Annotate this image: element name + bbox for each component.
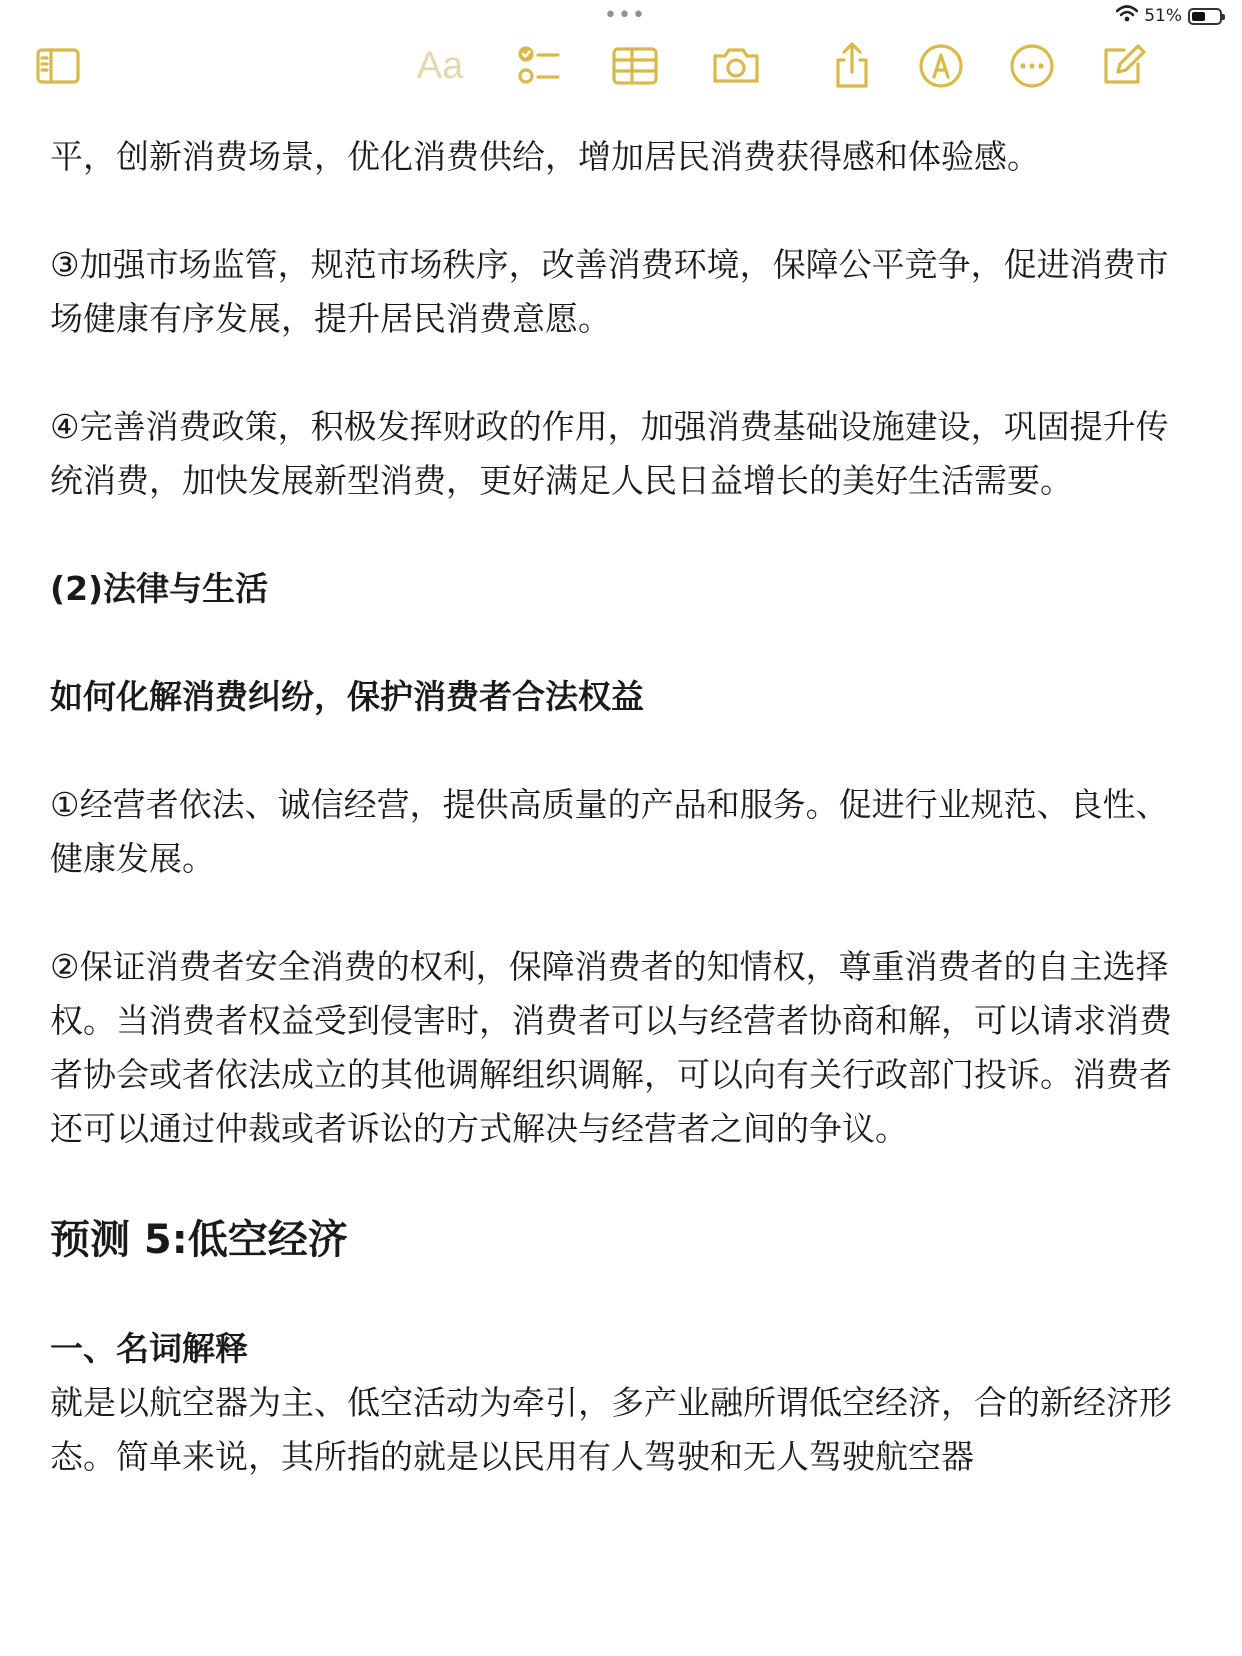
wifi-icon <box>1116 5 1138 27</box>
note-body[interactable] <box>50 130 1200 1484</box>
battery-percent: 51% <box>1144 6 1182 26</box>
paragraph-consumption-policy: ④完善消费政策，积极发挥财政的作用，加强消费基础设施建设，巩固提升传统消费，加快发展新型消费，更好满足人民日益增长的美好生活需要。 <box>50 407 1169 500</box>
paragraph-market-supervision: ③加强市场监管，规范市场秩序，改善消费环境，保障公平竞争，促进消费市场健康有序发展，提升居民消费意愿。 <box>50 245 1169 338</box>
heading-prediction-5: 预测 5:低空经济 <box>50 1217 348 1263</box>
notes-toolbar <box>0 36 1242 102</box>
battery-icon <box>1188 8 1222 25</box>
paragraph-low-altitude-definition: 就是以航空器为主、低空活动为牵引，多产业融所谓低空经济，合的新经济形态。简单来说，其所指的就是以民用有人驾驶和无人驾驶航空器 <box>50 1383 1172 1476</box>
markup-icon[interactable] <box>911 36 971 96</box>
paragraph-consumption-scene: 平，创新消费场景，优化消费供给，增加居民消费获得感和体验感。 <box>50 137 1040 176</box>
checklist-icon[interactable] <box>508 36 568 96</box>
heading-resolve-disputes: 如何化解消费纠纷，保护消费者合法权益 <box>50 677 644 716</box>
table-icon[interactable] <box>605 36 665 96</box>
heading-law-and-life: (2)法律与生活 <box>50 569 269 608</box>
share-icon[interactable] <box>822 36 882 96</box>
heading-term-explanation: 一、名词解释 <box>50 1329 248 1368</box>
compose-icon[interactable] <box>1092 36 1152 96</box>
paragraph-operators: ①经营者依法、诚信经营，提供高质量的产品和服务。促进行业规范、良性、健康发展。 <box>50 785 1169 878</box>
format-label: Aa <box>416 44 464 87</box>
paragraph-consumer-rights: ②保证消费者安全消费的权利，保障消费者的知情权，尊重消费者的自主选择权。当消费者权益受到侵害时，消费者可以与经营者协商和解，可以请求消费者协会或者依法成立的其他调解组织调解，可以向有关行政部门投诉。消费者还可以通过仲裁或者诉讼的方式解决与经营者之间的争议。 <box>50 947 1172 1148</box>
battery-level <box>1192 12 1205 21</box>
camera-icon[interactable] <box>706 36 766 96</box>
status-bar <box>0 0 1242 34</box>
multitasking-dots[interactable]: ••• <box>604 3 646 28</box>
sidebar-icon[interactable] <box>28 36 88 96</box>
more-icon[interactable] <box>1002 36 1062 96</box>
format-icon[interactable] <box>410 36 470 96</box>
